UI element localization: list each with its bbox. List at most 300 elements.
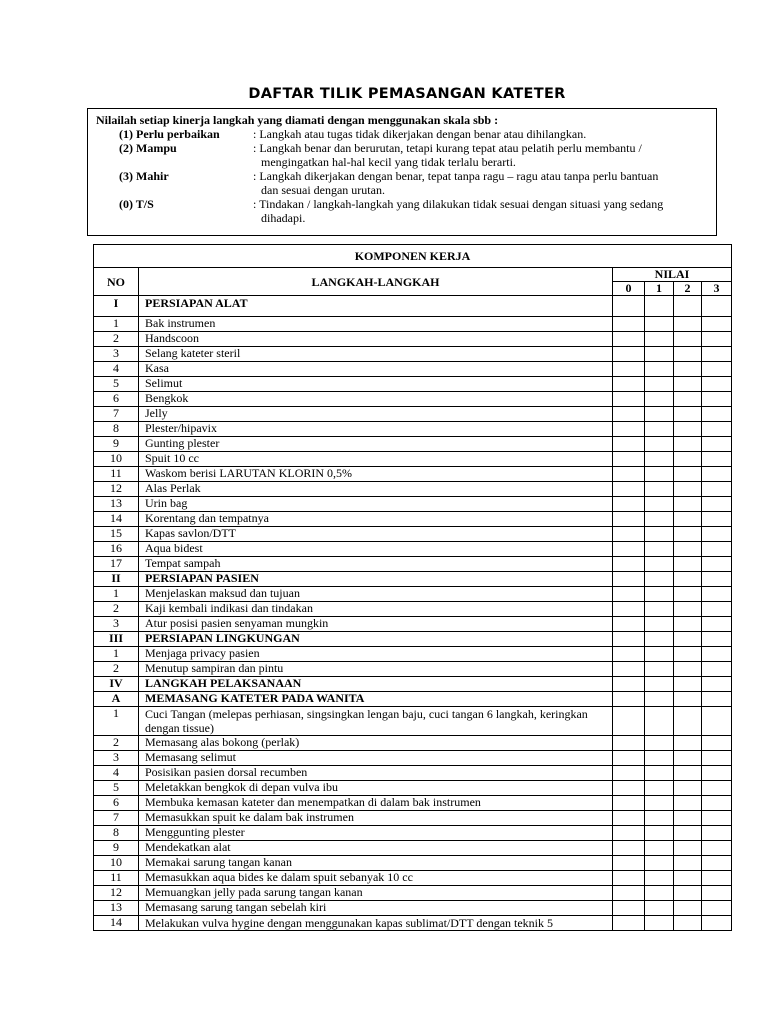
table-row [94, 796, 732, 811]
row-step-text: Memasang sarung tangan sebelah kiri [139, 901, 613, 916]
table-row [94, 497, 732, 512]
row-step-text: Spuit 10 cc [139, 452, 613, 467]
score-cell-1[interactable] [645, 482, 674, 497]
section-number: II [94, 572, 139, 587]
row-number: 8 [94, 422, 139, 437]
table-row [94, 362, 732, 377]
score-cell-3[interactable] [702, 452, 732, 467]
score-cell-0[interactable] [613, 437, 645, 452]
score-cell-2[interactable] [674, 677, 702, 692]
row-step-text: Posisikan pasien dorsal recumben [139, 766, 613, 781]
score-cell-0[interactable] [613, 407, 645, 422]
score-header-0: 0 [613, 282, 645, 296]
score-cell-3[interactable] [702, 766, 732, 781]
nilai-column-header: NILAI [613, 268, 732, 282]
komponen-kerja-header: KOMPONEN KERJA [94, 245, 732, 268]
row-number: 6 [94, 392, 139, 407]
no-column-header: NO [94, 268, 139, 296]
score-cell-1[interactable] [645, 796, 674, 811]
score-cell-0[interactable] [613, 916, 645, 931]
score-cell-0[interactable] [613, 736, 645, 751]
score-cell-2[interactable] [674, 527, 702, 542]
score-cell-3[interactable] [702, 707, 732, 736]
scale-term-perlu-perbaikan: (1) Perlu perbaikan [119, 127, 220, 141]
score-cell-0[interactable] [613, 841, 645, 856]
row-number: 9 [94, 437, 139, 452]
score-cell-3[interactable] [702, 871, 732, 886]
score-cell-3[interactable] [702, 856, 732, 871]
score-cell-1[interactable] [645, 437, 674, 452]
row-step-text: Membuka kemasan kateter dan menempatkan di dalam bak instrumen [139, 796, 613, 811]
table-row [94, 407, 732, 422]
score-cell-3[interactable] [702, 422, 732, 437]
row-step-text: Memasukkan spuit ke dalam bak instrumen [139, 811, 613, 826]
section-title: PERSIAPAN PASIEN [139, 572, 613, 587]
table-row [94, 317, 732, 332]
row-step-text: Memasang alas bokong (perlak) [139, 736, 613, 751]
score-cell-1[interactable] [645, 916, 674, 931]
score-cell-2[interactable] [674, 751, 702, 766]
row-number: 14 [94, 512, 139, 527]
row-step-text: Korentang dan tempatnya [139, 512, 613, 527]
row-number: 1 [94, 647, 139, 662]
row-step-text: Bak instrumen [139, 317, 613, 332]
row-number: 15 [94, 527, 139, 542]
score-cell-3[interactable] [702, 781, 732, 796]
row-number: 12 [94, 482, 139, 497]
score-cell-2[interactable] [674, 811, 702, 826]
table-row [94, 452, 732, 467]
row-number: 4 [94, 766, 139, 781]
score-cell-2[interactable] [674, 871, 702, 886]
row-number: 10 [94, 452, 139, 467]
checklist-table [93, 244, 732, 931]
score-cell-0[interactable] [613, 781, 645, 796]
score-cell-2[interactable] [674, 482, 702, 497]
row-number: 5 [94, 377, 139, 392]
row-number: 5 [94, 781, 139, 796]
section-title: MEMASANG KATETER PADA WANITA [139, 692, 613, 707]
scale-desc-mampu: : Langkah benar dan berurutan, tetapi kurang tepat atau pelatih perlu membantu / mengingatkan hal-hal kecil yang tidak terlalu berarti. [253, 141, 642, 169]
score-cell-1[interactable] [645, 317, 674, 332]
score-cell-1[interactable] [645, 647, 674, 662]
score-cell-0[interactable] [613, 392, 645, 407]
table-row [94, 512, 732, 527]
score-cell-0[interactable] [613, 512, 645, 527]
score-cell-1[interactable] [645, 692, 674, 707]
table-row [94, 467, 732, 482]
score-cell-2[interactable] [674, 602, 702, 617]
score-cell-3[interactable] [702, 692, 732, 707]
score-cell-1[interactable] [645, 662, 674, 677]
score-cell-1[interactable] [645, 766, 674, 781]
score-cell-3[interactable] [702, 542, 732, 557]
score-cell-0[interactable] [613, 856, 645, 871]
score-cell-2[interactable] [674, 587, 702, 602]
score-cell-1[interactable] [645, 587, 674, 602]
score-cell-0[interactable] [613, 362, 645, 377]
row-step-text: Gunting plester [139, 437, 613, 452]
score-cell-2[interactable] [674, 362, 702, 377]
row-number: 9 [94, 841, 139, 856]
score-cell-0[interactable] [613, 317, 645, 332]
score-cell-1[interactable] [645, 736, 674, 751]
score-cell-1[interactable] [645, 347, 674, 362]
rating-scale-legend [87, 108, 717, 236]
row-number: 7 [94, 811, 139, 826]
score-cell-0[interactable] [613, 527, 645, 542]
score-cell-3[interactable] [702, 527, 732, 542]
score-cell-3[interactable] [702, 587, 732, 602]
score-cell-2[interactable] [674, 317, 702, 332]
score-cell-0[interactable] [613, 871, 645, 886]
row-number: 3 [94, 751, 139, 766]
row-step-text: Alas Perlak [139, 482, 613, 497]
score-cell-3[interactable] [702, 811, 732, 826]
row-number: 13 [94, 497, 139, 512]
score-cell-0[interactable] [613, 617, 645, 632]
score-cell-0[interactable] [613, 796, 645, 811]
score-cell-3[interactable] [702, 437, 732, 452]
score-cell-2[interactable] [674, 512, 702, 527]
score-header-2: 2 [674, 282, 702, 296]
table-row [94, 392, 732, 407]
score-cell-1[interactable] [645, 542, 674, 557]
row-step-text: Urin bag [139, 497, 613, 512]
score-cell-1[interactable] [645, 632, 674, 647]
row-step-text: Menjelaskan maksud dan tujuan [139, 587, 613, 602]
score-cell-0[interactable] [613, 811, 645, 826]
score-cell-1[interactable] [645, 707, 674, 736]
scale-desc-ts: : Tindakan / langkah-langkah yang dilakukan tidak sesuai dengan situasi yang sedang dihadapi. [253, 197, 664, 225]
score-cell-0[interactable] [613, 557, 645, 572]
score-cell-2[interactable] [674, 916, 702, 931]
score-cell-3[interactable] [702, 632, 732, 647]
score-cell-1[interactable] [645, 296, 674, 317]
section-number: IV [94, 677, 139, 692]
score-cell-0[interactable] [613, 677, 645, 692]
row-number: 16 [94, 542, 139, 557]
score-cell-0[interactable] [613, 647, 645, 662]
score-cell-0[interactable] [613, 602, 645, 617]
row-step-text: Selang kateter steril [139, 347, 613, 362]
row-number: 1 [94, 707, 139, 736]
row-number: 11 [94, 467, 139, 482]
score-cell-0[interactable] [613, 751, 645, 766]
row-number: 7 [94, 407, 139, 422]
score-cell-2[interactable] [674, 856, 702, 871]
table-row [94, 841, 732, 856]
table-row [94, 557, 732, 572]
score-cell-1[interactable] [645, 617, 674, 632]
score-cell-2[interactable] [674, 632, 702, 647]
row-number: 6 [94, 796, 139, 811]
score-cell-3[interactable] [702, 886, 732, 901]
score-cell-1[interactable] [645, 467, 674, 482]
score-cell-1[interactable] [645, 407, 674, 422]
row-step-text: Mendekatkan alat [139, 841, 613, 856]
score-cell-2[interactable] [674, 707, 702, 736]
row-number: 14 [94, 916, 139, 931]
score-cell-1[interactable] [645, 602, 674, 617]
row-step-text: Handscoon [139, 332, 613, 347]
row-step-text: Kapas savlon/DTT [139, 527, 613, 542]
score-cell-0[interactable] [613, 766, 645, 781]
table-row [94, 602, 732, 617]
score-cell-2[interactable] [674, 826, 702, 841]
scale-desc-mahir: : Langkah dikerjakan dengan benar, tepat tanpa ragu – ragu atau tanpa perlu bantuan dan sesuai dengan urutan. [253, 169, 659, 197]
score-cell-3[interactable] [702, 317, 732, 332]
score-cell-3[interactable] [702, 377, 732, 392]
score-cell-3[interactable] [702, 557, 732, 572]
section-number: I [94, 296, 139, 317]
score-cell-0[interactable] [613, 662, 645, 677]
table-row [94, 332, 732, 347]
score-cell-2[interactable] [674, 662, 702, 677]
row-step-text: Menjaga privacy pasien [139, 647, 613, 662]
row-step-text: Memuangkan jelly pada sarung tangan kanan [139, 886, 613, 901]
row-step-text: Cuci Tangan (melepas perhiasan, singsingkan lengan baju, cuci tangan 6 langkah, keringkan dengan tissue) [139, 707, 613, 736]
score-cell-2[interactable] [674, 647, 702, 662]
score-cell-3[interactable] [702, 362, 732, 377]
score-cell-3[interactable] [702, 602, 732, 617]
score-cell-2[interactable] [674, 841, 702, 856]
score-cell-0[interactable] [613, 332, 645, 347]
score-cell-2[interactable] [674, 557, 702, 572]
score-cell-2[interactable] [674, 377, 702, 392]
score-cell-2[interactable] [674, 347, 702, 362]
score-cell-0[interactable] [613, 542, 645, 557]
row-step-text: Melakukan vulva hygine dengan menggunakan kapas sublimat/DTT dengan teknik 5 [139, 916, 613, 931]
score-cell-3[interactable] [702, 347, 732, 362]
score-cell-1[interactable] [645, 871, 674, 886]
section-row [94, 632, 732, 647]
score-cell-2[interactable] [674, 692, 702, 707]
row-step-text: Aqua bidest [139, 542, 613, 557]
section-number: A [94, 692, 139, 707]
row-step-text: Memakai sarung tangan kanan [139, 856, 613, 871]
table-row [94, 662, 732, 677]
score-cell-0[interactable] [613, 497, 645, 512]
score-cell-1[interactable] [645, 422, 674, 437]
table-row [94, 422, 732, 437]
score-cell-3[interactable] [702, 407, 732, 422]
row-step-text: Kaji kembali indikasi dan tindakan [139, 602, 613, 617]
scale-term-mampu: (2) Mampu [119, 141, 177, 155]
score-cell-3[interactable] [702, 332, 732, 347]
section-row [94, 677, 732, 692]
score-cell-2[interactable] [674, 332, 702, 347]
score-cell-2[interactable] [674, 901, 702, 916]
legend-intro: Nilailah setiap kinerja langkah yang diamati dengan menggunakan skala sbb : [96, 113, 499, 127]
score-cell-1[interactable] [645, 751, 674, 766]
score-cell-3[interactable] [702, 841, 732, 856]
score-cell-1[interactable] [645, 557, 674, 572]
row-step-text: Selimut [139, 377, 613, 392]
score-cell-1[interactable] [645, 527, 674, 542]
score-cell-2[interactable] [674, 407, 702, 422]
score-cell-0[interactable] [613, 692, 645, 707]
row-step-text: Kasa [139, 362, 613, 377]
score-cell-3[interactable] [702, 497, 732, 512]
score-cell-2[interactable] [674, 781, 702, 796]
score-cell-3[interactable] [702, 392, 732, 407]
score-cell-1[interactable] [645, 362, 674, 377]
score-cell-2[interactable] [674, 497, 702, 512]
score-cell-3[interactable] [702, 916, 732, 931]
table-row [94, 781, 732, 796]
score-cell-2[interactable] [674, 422, 702, 437]
score-cell-3[interactable] [702, 467, 732, 482]
table-row [94, 871, 732, 886]
table-row [94, 856, 732, 871]
section-row [94, 572, 732, 587]
score-cell-3[interactable] [702, 751, 732, 766]
score-cell-0[interactable] [613, 707, 645, 736]
row-step-text: Atur posisi pasien senyaman mungkin [139, 617, 613, 632]
row-step-text: Memasukkan aqua bides ke dalam spuit sebanyak 10 cc [139, 871, 613, 886]
score-cell-1[interactable] [645, 781, 674, 796]
score-cell-1[interactable] [645, 826, 674, 841]
table-row [94, 736, 732, 751]
score-cell-0[interactable] [613, 347, 645, 362]
scale-term-ts: (0) T/S [119, 197, 154, 211]
score-cell-3[interactable] [702, 826, 732, 841]
table-row [94, 811, 732, 826]
score-cell-2[interactable] [674, 736, 702, 751]
score-cell-3[interactable] [702, 736, 732, 751]
score-cell-2[interactable] [674, 392, 702, 407]
score-cell-0[interactable] [613, 296, 645, 317]
row-number: 12 [94, 886, 139, 901]
score-header-3: 3 [702, 282, 732, 296]
score-cell-3[interactable] [702, 901, 732, 916]
score-cell-1[interactable] [645, 677, 674, 692]
score-cell-1[interactable] [645, 392, 674, 407]
section-row [94, 296, 732, 317]
score-cell-3[interactable] [702, 296, 732, 317]
score-cell-3[interactable] [702, 482, 732, 497]
table-row [94, 437, 732, 452]
score-cell-1[interactable] [645, 841, 674, 856]
table-row [94, 542, 732, 557]
table-row [94, 886, 732, 901]
score-cell-3[interactable] [702, 572, 732, 587]
table-row [94, 527, 732, 542]
score-cell-3[interactable] [702, 796, 732, 811]
score-cell-2[interactable] [674, 542, 702, 557]
table-row [94, 587, 732, 602]
section-number: III [94, 632, 139, 647]
score-cell-1[interactable] [645, 332, 674, 347]
row-step-text: Menggunting plester [139, 826, 613, 841]
table-row [94, 347, 732, 362]
row-step-text: Memasang selimut [139, 751, 613, 766]
row-number: 11 [94, 871, 139, 886]
section-row [94, 692, 732, 707]
row-number: 1 [94, 587, 139, 602]
row-step-text: Menutup sampiran dan pintu [139, 662, 613, 677]
score-cell-3[interactable] [702, 512, 732, 527]
row-number: 4 [94, 362, 139, 377]
row-number: 2 [94, 602, 139, 617]
score-cell-2[interactable] [674, 437, 702, 452]
scale-term-mahir: (3) Mahir [119, 169, 169, 183]
score-cell-2[interactable] [674, 296, 702, 317]
score-cell-3[interactable] [702, 662, 732, 677]
table-row [94, 647, 732, 662]
row-step-text: Plester/hipavix [139, 422, 613, 437]
section-title: PERSIAPAN ALAT [139, 296, 613, 317]
row-step-text: Tempat sampah [139, 557, 613, 572]
row-step-text: Jelly [139, 407, 613, 422]
table-row [94, 766, 732, 781]
score-cell-0[interactable] [613, 572, 645, 587]
row-number: 13 [94, 901, 139, 916]
row-number: 3 [94, 617, 139, 632]
row-number: 3 [94, 347, 139, 362]
score-cell-2[interactable] [674, 467, 702, 482]
score-cell-3[interactable] [702, 647, 732, 662]
score-cell-2[interactable] [674, 617, 702, 632]
score-cell-0[interactable] [613, 826, 645, 841]
row-number: 2 [94, 736, 139, 751]
scale-desc-perlu-perbaikan: : Langkah atau tugas tidak dikerjakan dengan benar atau dihilangkan. [253, 127, 587, 141]
score-cell-0[interactable] [613, 901, 645, 916]
row-number: 17 [94, 557, 139, 572]
score-cell-0[interactable] [613, 886, 645, 901]
table-row [94, 916, 732, 931]
table-row [94, 707, 732, 736]
score-header-1: 1 [645, 282, 674, 296]
table-row [94, 826, 732, 841]
score-cell-2[interactable] [674, 452, 702, 467]
section-title: LANGKAH PELAKSANAAN [139, 677, 613, 692]
score-cell-1[interactable] [645, 856, 674, 871]
table-row [94, 901, 732, 916]
score-cell-0[interactable] [613, 452, 645, 467]
score-cell-2[interactable] [674, 572, 702, 587]
score-cell-0[interactable] [613, 377, 645, 392]
score-cell-1[interactable] [645, 572, 674, 587]
score-cell-1[interactable] [645, 886, 674, 901]
score-cell-2[interactable] [674, 886, 702, 901]
steps-column-header: LANGKAH-LANGKAH [139, 268, 613, 296]
table-row [94, 617, 732, 632]
score-cell-0[interactable] [613, 632, 645, 647]
score-cell-1[interactable] [645, 901, 674, 916]
table-row [94, 751, 732, 766]
score-cell-0[interactable] [613, 467, 645, 482]
score-cell-3[interactable] [702, 617, 732, 632]
row-number: 1 [94, 317, 139, 332]
score-cell-1[interactable] [645, 811, 674, 826]
score-cell-1[interactable] [645, 497, 674, 512]
row-number: 2 [94, 662, 139, 677]
score-cell-0[interactable] [613, 587, 645, 602]
score-cell-2[interactable] [674, 796, 702, 811]
score-cell-1[interactable] [645, 512, 674, 527]
score-cell-1[interactable] [645, 377, 674, 392]
row-number: 8 [94, 826, 139, 841]
document-title: DAFTAR TILIK PEMASANGAN KATETER [248, 86, 566, 102]
section-title: PERSIAPAN LINGKUNGAN [139, 632, 613, 647]
score-cell-1[interactable] [645, 452, 674, 467]
score-cell-0[interactable] [613, 482, 645, 497]
score-cell-0[interactable] [613, 422, 645, 437]
score-cell-3[interactable] [702, 677, 732, 692]
score-cell-2[interactable] [674, 766, 702, 781]
